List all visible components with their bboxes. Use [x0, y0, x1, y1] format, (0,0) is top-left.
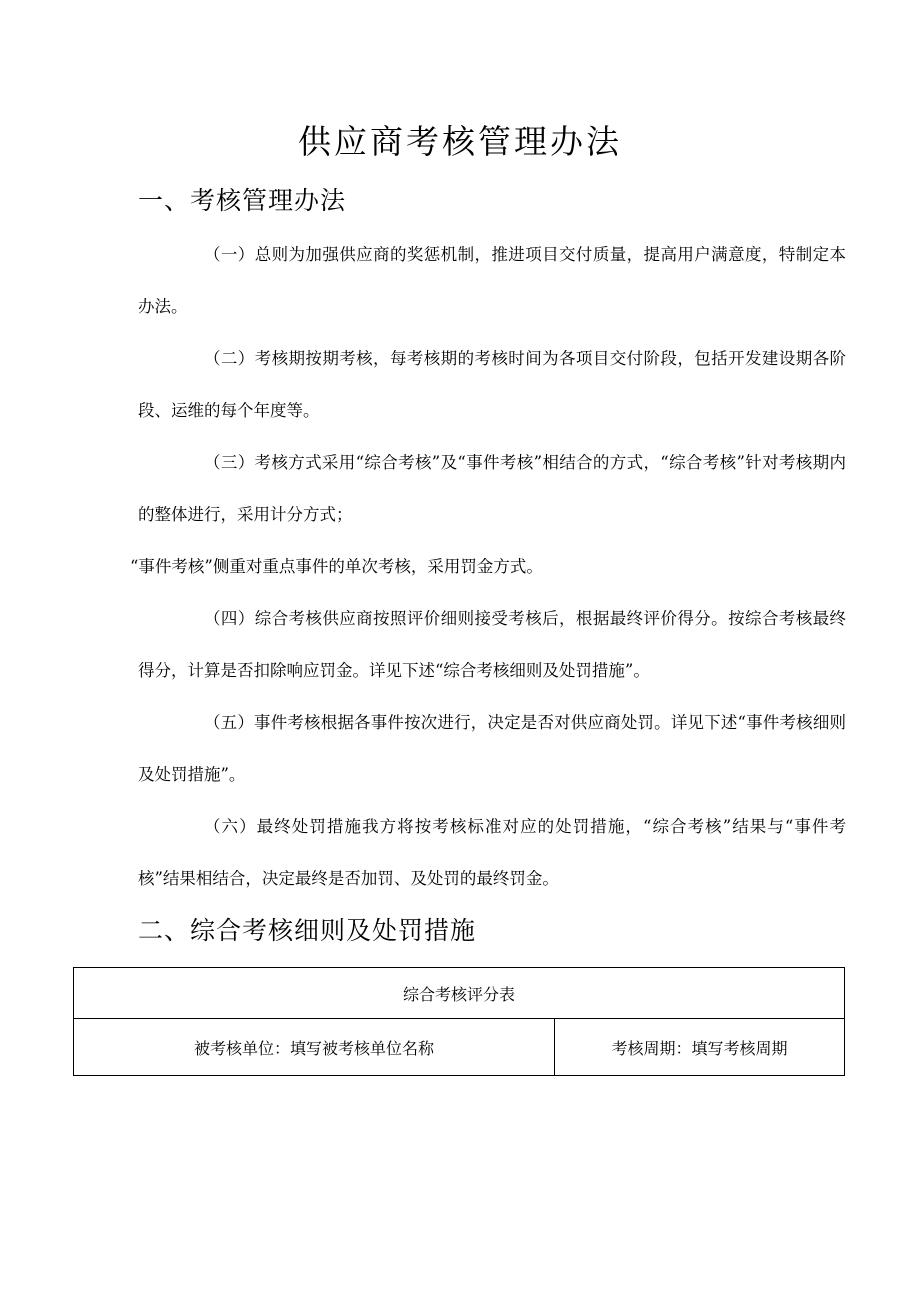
- score-table-title: 综合考核评分表: [74, 968, 844, 1019]
- paragraph-general: （一）总则为加强供应商的奖惩机制，推进项目交付质量，提高用户满意度，特制定本办法。: [138, 245, 846, 316]
- assessment-period-cell: 考核周期：填写考核周期: [611, 1038, 788, 1058]
- paragraph-event: （五）事件考核根据各事件按次进行，决定是否对供应商处罚。详见下述“事件考核细则及处罚措施”。: [138, 713, 846, 784]
- assessed-unit-cell: 被考核单位：填写被考核单位名称: [74, 1019, 555, 1075]
- section-heading-1: 一、考核管理办法: [138, 186, 347, 215]
- paragraph-period: （二）考核期按期考核，每考核期的考核时间为各项目交付阶段，包括开发建设期各阶段、运维的每个年度等。: [138, 349, 846, 420]
- paragraph-method: （三）考核方式采用“综合考核”及“事件考核”相结合的方式，“综合考核”针对考核期内的整体进行，采用计分方式；: [138, 453, 846, 524]
- page-title: 供应商考核管理办法: [298, 122, 622, 161]
- score-table: [73, 967, 845, 1076]
- paragraph-comprehensive: （四）综合考核供应商按照评价细则接受考核后，根据最终评价得分。按综合考核最终得分，计算是否扣除响应罚金。详见下述“综合考核细则及处罚措施”。: [138, 609, 846, 680]
- section-heading-2: 二、综合考核细则及处罚措施: [138, 916, 477, 945]
- section-1-body: [130, 229, 846, 905]
- score-table-info-row: [74, 1019, 844, 1075]
- paragraph-final-penalty: （六）最终处罚措施我方将按考核标准对应的处罚措施，“综合考核”结果与“事件考核”结果相结合，决定最终是否加罚、及处罚的最终罚金。: [138, 817, 846, 888]
- paragraph-method-event: “事件考核”侧重对重点事件的单次考核，采用罚金方式。: [130, 557, 543, 576]
